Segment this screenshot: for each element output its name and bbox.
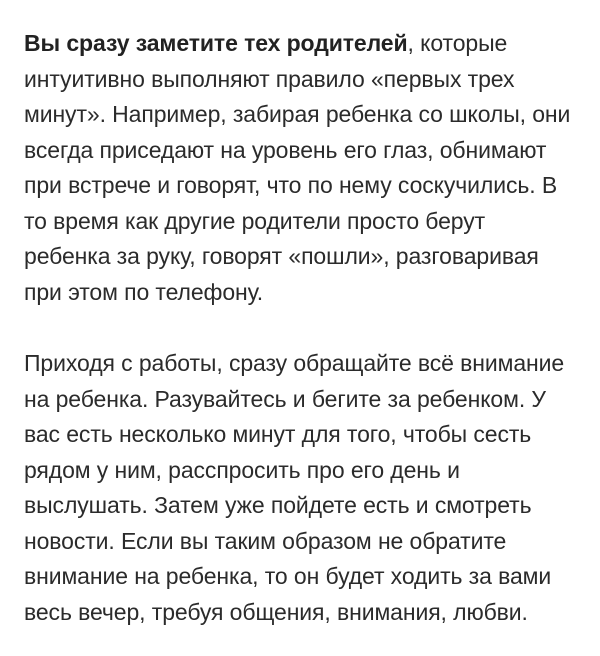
paragraph-2-line-7: внимание на ребенка, то он будет ходить за вами [24, 563, 552, 589]
paragraph-1-line-1 [24, 26, 600, 62]
paragraph-2-line-3: вас есть несколько минут для того, чтобы сесть [24, 421, 532, 447]
paragraph-2-line-2: на ребенка. Разувайтесь и бегите за ребенком. У [24, 385, 546, 412]
paragraph-1 [24, 26, 600, 310]
lead-continuation-text: , которые [407, 30, 508, 56]
paragraph-1-line-8: при этом по телефону. [24, 278, 264, 305]
paragraph-1-line-7: ребенка за руку, говорят «пошли», разговаривая [24, 243, 539, 269]
paragraph-2-line-1: Приходя с работы, сразу обращайте всё внимание [24, 350, 565, 376]
paragraph-2 [24, 346, 600, 630]
paragraph-2-line-6: новости. Если вы таким образом не обратите [24, 527, 507, 554]
paragraph-2-line-8: весь вечер, требуя общения, внимания, любви. [24, 598, 528, 625]
article-body [24, 26, 600, 630]
paragraph-1-line-2: интуитивно выполняют правило «первых трех [24, 65, 515, 92]
paragraph-1-line-6: то время как другие родители просто берут [24, 207, 486, 234]
paragraph-2-line-5: выслушать. Затем уже пойдете есть и смотреть [24, 492, 532, 518]
paragraph-1-line-3: минут». Например, забирая ребенка со школы, они [24, 101, 571, 127]
bold-lead-text: Вы сразу заметите тех родителей [24, 30, 408, 56]
paragraph-1-line-4: всегда приседают на уровень его глаз, обнимают [24, 136, 547, 163]
paragraph-2-line-4: рядом у ним, расспросить про его день и [24, 456, 460, 483]
paragraph-1-line-5: при встрече и говорят, что по нему соскучились. В [24, 172, 558, 198]
